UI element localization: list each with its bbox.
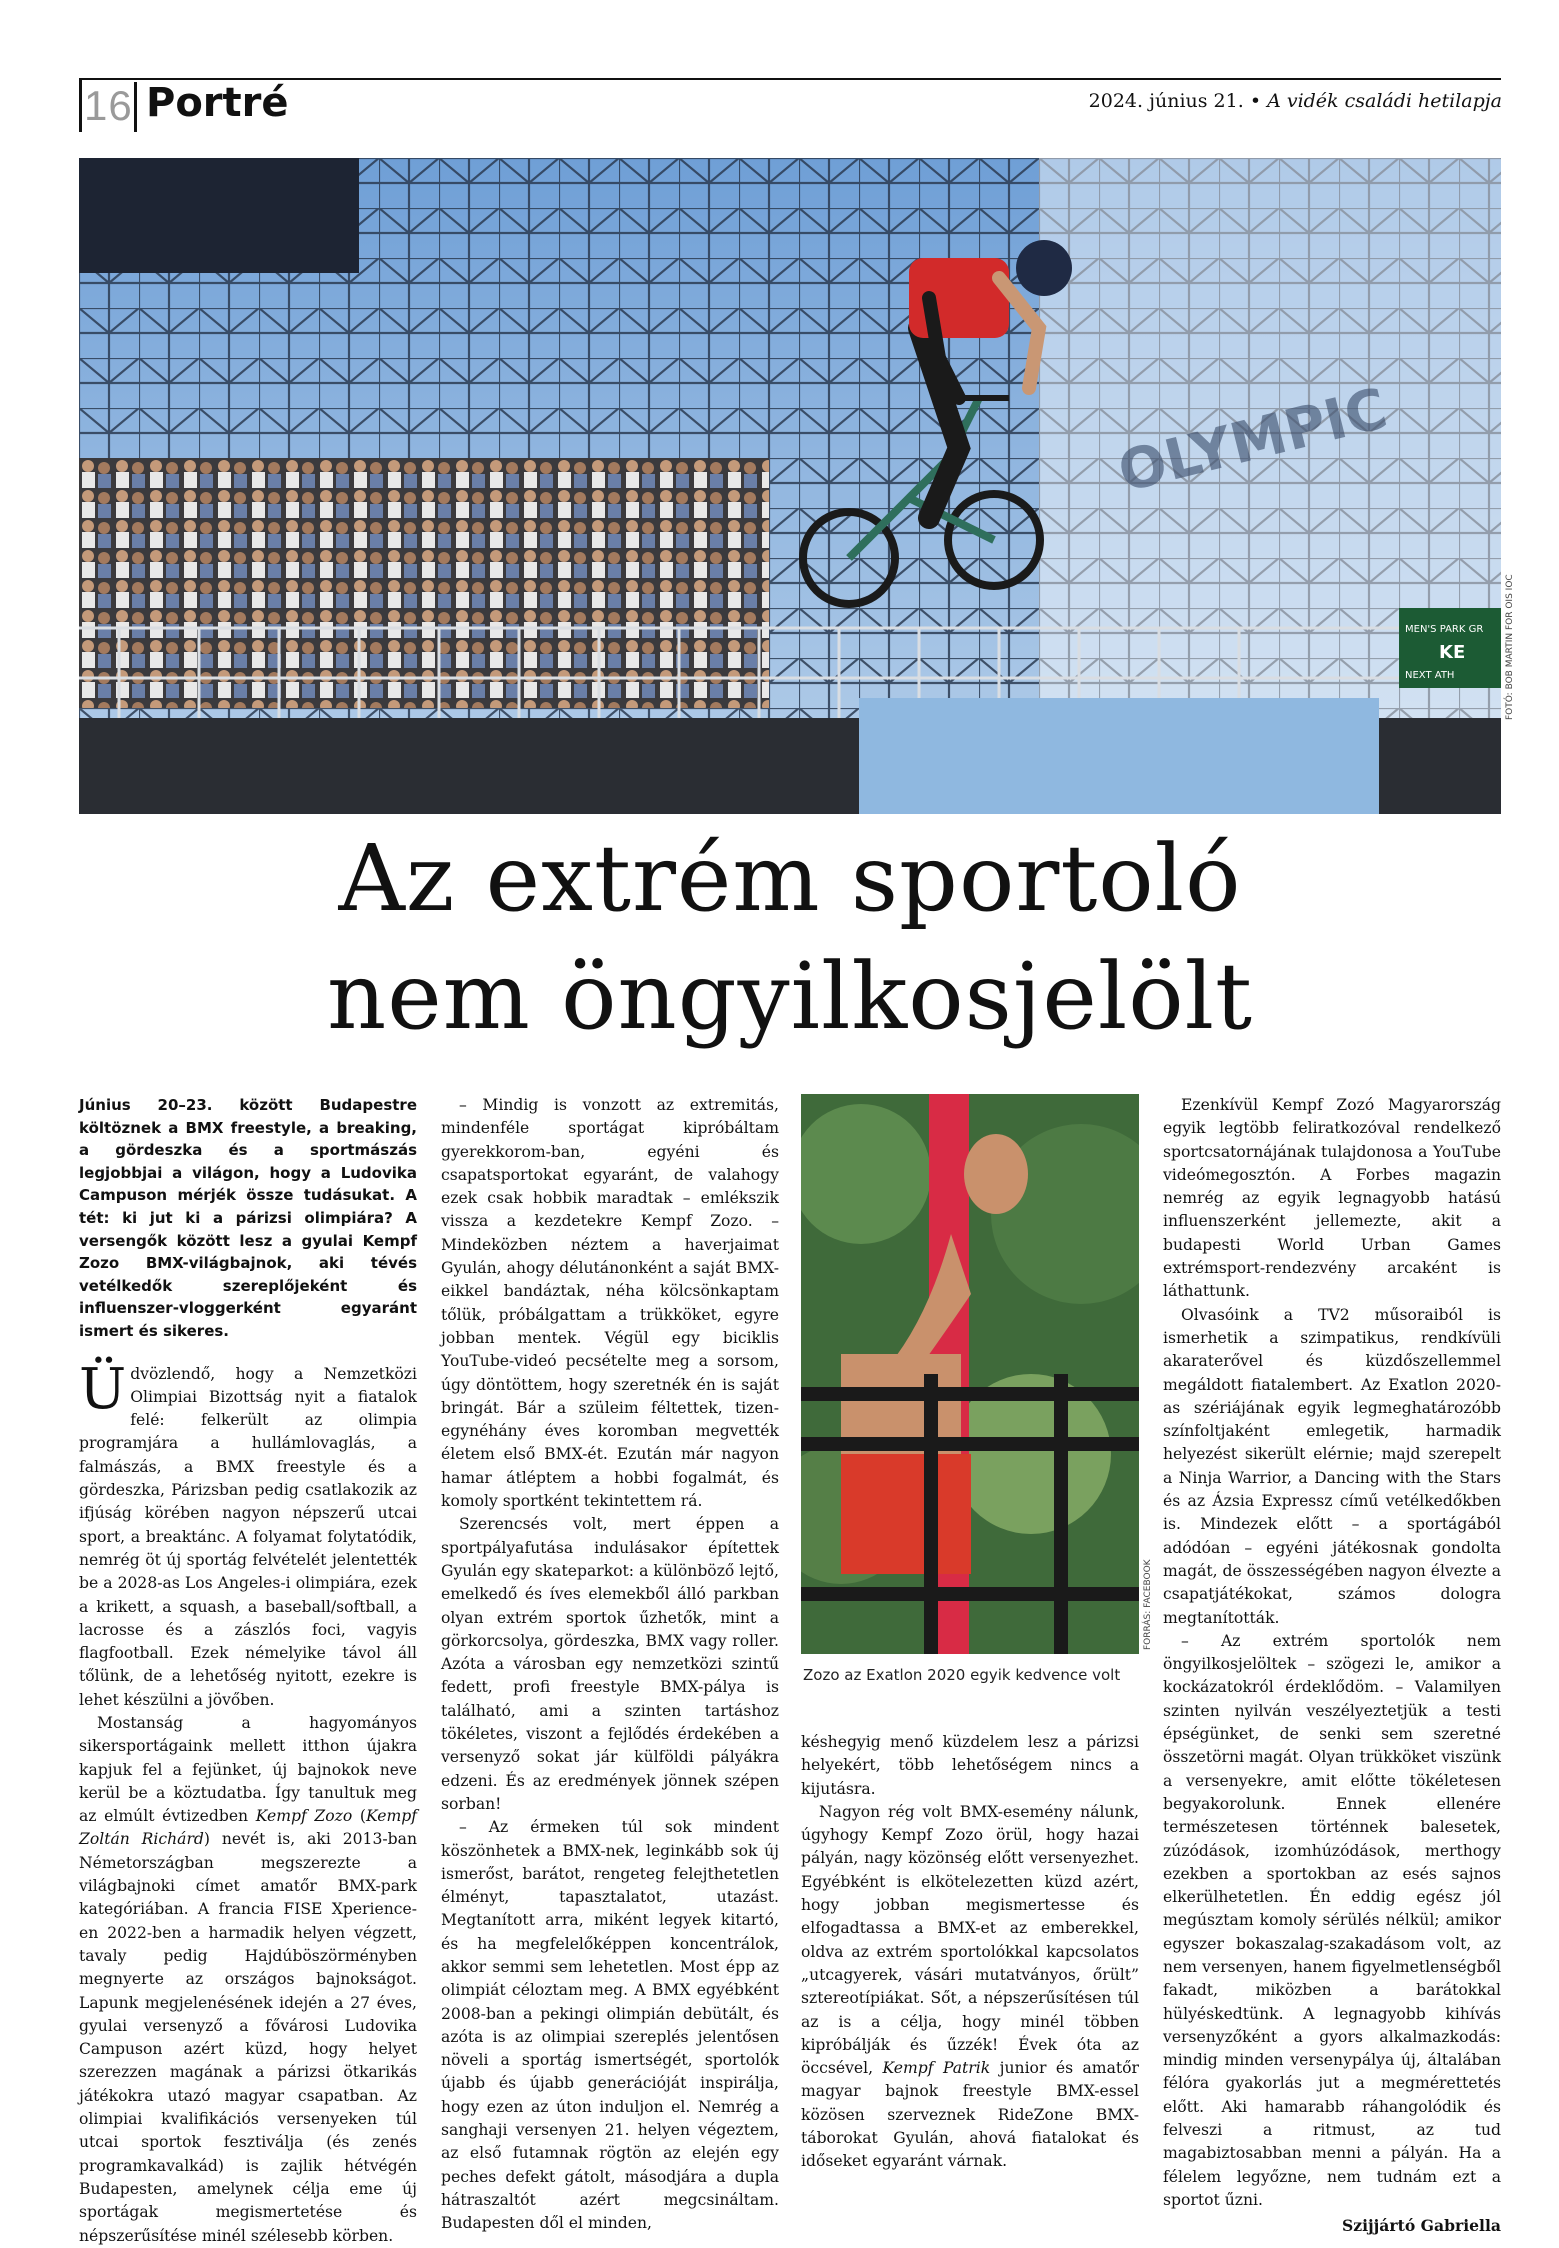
bmx-rider-photo [79, 158, 1501, 814]
hero-photo [79, 158, 1501, 814]
paragraph: Olvasóink a TV2 műsoraiból is ismerhetik a szimpatikus, rendkívüli akaraterővel és küzdőszellemmel megáldott fiatalembert. Az Exatlon 2020-as szériájának egyik legmeghatározóbb színfoltjaként emlegetik, harmadik helyezést sikerült elérnie; majd szerepelt a Ninja Warrior, a Dancing with the Stars és az Ázsia Expressz című vetélkedőkben is. Mindezek előtt – a sportágából adódóan – egyéni játékosnak gondolta magát, de összességében nagyon élvezte a csapatjátékokat, számos dologra megtanították. [1163, 1305, 1501, 1627]
person-name: Kempf Zozo [255, 1807, 353, 1826]
scoreboard-text-3: NEXT ATH [1405, 670, 1455, 681]
athlete-photo [801, 1094, 1139, 1654]
headline-line-1: Az extrém sportoló [338, 825, 1242, 932]
paragraph: – Az érmeken túl sok mindent köszönhetek a BMX-nek, leginkább sok új ismerőst, barátot, rengeteg felejthetetlen élményt, tapasztalatot, utazást. Megtanított arra, miként legyek kitartó, és ha megfelelőképpen koncentrálok, akkor semmi sem lehetetlen. Most épp az olimpiát céloztam meg. A BMX egyébként 2008-ban a pekingi olimpián debütált, és azóta is az olimpiai szereplés jelentősen növeli a sportág ismertségét, sportolók újabb és újabb generációját inspirálja, hogy ezen az úton induljon el. Nemrég a sanghaji versenyen 21. helyen végeztem, az első futamnak rögtön az elején egy peches defekt gátolt, másodjára a dupla hátraszaltót azért megcsináltam. Budapesten dől el minden, [441, 1818, 779, 2233]
header-left-bar [79, 78, 82, 132]
person-name: Kempf Patrik [882, 2059, 991, 2078]
headline [79, 820, 1501, 1056]
page-number: 16 [84, 82, 133, 129]
scoreboard-text-1: MEN'S PARK GR [1405, 624, 1484, 635]
header-rule [79, 78, 1501, 80]
headline-line-2: nem öngyilkosjelölt [326, 943, 1254, 1050]
header-dateline [1089, 90, 1502, 112]
paragraph: Nagyon rég volt BMX-esemény nálunk, úgyhogy Kempf Zozo örül, hogy hazai pályán, nagy közönség előtt versenyezhet. Egyébként is elkötelezetten küzd azért, hogy jobban megismertesse és elfogadtassa a BMX-et az emberekkel, oldva az extrém sportolókkal kapcsolatos „utcagyerek, vásári mutatványos, őrült” sztereotípiákat. Sőt, a népszerűsítésen túl az is a célja, hogy minél többen kipróbálják és űzzék! Évek óta az öccsével, Kempf Patrik junior és amatőr magyar bajnok freestyle BMX-essel közösen szerveznek RideZone BMX-táborokat Gyulán, ahová fiatalokat és időseket egyaránt várnak. [801, 1802, 1139, 2171]
photo2-credit: FORRÁS: FACEBOOK [1143, 1559, 1153, 1650]
paragraph: – Mindig is vonzott az extremitás, mindenféle sportágat kipróbáltam gyerekkorom-ban, egyéni és csapatsportokat egyaránt, de valahogy ezek csak hobbik maradtak – emlékszik vissza a kezdetekre Kempf Zozo. – Mindeközben néztem a haverjaimat Gyulán, ahogy délutánonként a saját BMX-eikkel bandáztak, néha kölcsönkaptam tőlük, próbálgattam a trükköket, egyre jobban mentek. Végül egy biciklis YouTube-videó pecsételte meg a sorsom, úgy döntöttem, hogy szeretnék én is saját bringát. Bár a szüleim féltettek, tizen-egynéhány éves koromban megvették életem első BMX-ét. Ezután már nagyon hamar átléptem a hobbi fogalmát, és komoly sportként tekintettem rá. [441, 1096, 779, 1511]
paragraph: Szerencsés volt, mert éppen a sportpályafutása indulásakor építettek Gyulán egy skateparkot: a különböző lejtő, emelkedő és íves elemekből álló parkban olyan extrém sportok űzhetők, mint a görkorcsolya, gördeszka, BMX vagy roller. Azóta a városban egy nemzetközi szintű fedett, profi freestyle BMX-pálya is található, ami a szinten tartáshoz tökéletes, viszont a fejlődés érdekében a versenyző sokat jár külföldi pályákra edzeni. És az eredmények jönnek szépen sorban! [441, 1515, 779, 1813]
paragraph: Ezenkívül Kempf Zozó Magyarország egyik legtöbb feliratkozóval rendelkező sportcsatornájának tulajdonosa a YouTube videómegosztón. A Forbes magazin nemrég az egyik legnagyobb hatású influenszerként jellemezte, akit a budapesti World Urban Games extrémsport-rendezvény arcaként is láthattunk. [1163, 1096, 1501, 1301]
section-title: Portré [146, 80, 289, 126]
issue-date: 2024. június 21. • [1088, 90, 1262, 112]
inset-photo [801, 1094, 1139, 1654]
photo-caption: Zozo az Exatlon 2020 egyik kedvence volt [803, 1666, 1121, 1684]
article-column-4 [1163, 1094, 1501, 2238]
article-column-3 [801, 1731, 1139, 2174]
publication-name: A vidék családi hetilapja [1267, 90, 1502, 112]
dropcap: Ü [79, 1356, 127, 1422]
paragraph: Mostanság a hagyományos sikersportágaink mellett itthon újakra kapjuk fel a fejünket, új bajnokok neve kerül be a köztudatba. Így tanultuk meg az elmúlt évtizedben Kempf Zozo (Kempf Zoltán Richárd) nevét is, aki 2013-ban Németországban megszerezte a világbajnoki címet amatőr BMX-park kategóriában. A francia FISE Xperience-en 2022-ben a harmadik helyen végzett, tavaly pedig Hajdúböszörményben megnyerte az országos bajnokságot. Lapunk megjelenésének idején a 27 éves, gyulai versenyző a fővárosi Ludovika Campuson azért küzd, hogy helyet szerezzen magának a párizsi ötkarikás játékokra utazó magyar csapatban. Az olimpiai kvalifikációs versenyeken túl utcai sportok fesztiválja (és zenés programkavalkád) is zajlik hétvégén Budapesten, amelynek célja eme új sportágak megismertetése és népszerűsítése minél szélesebb körben. [79, 1713, 417, 2245]
author-signature: Szijjártó Gabriella [1341, 2216, 1501, 2236]
person-name: Kempf Zoltán Richárd [79, 1807, 417, 1849]
article-column-1 [79, 1094, 417, 2248]
paragraph: – Az extrém sportolók nem öngyilkosjelöltek – szögezi le, amikor a kockázatokról érdeklődöm. – Valamilyen szinten nyilván veszélyeztetjük a testi épségünket, de senki sem szeretné összetörni magát. Olyan trükköket viszünk a versenyekre, amit előtte tökéletesen begyakorolunk. Ennek ellenére természetesen történnek balesetek, zúzódások, izomhúzódások, merthogy ezekben a sportokban az esés sajnos elkerülhetetlen. Én eddig egész jól megúsztam komoly sérülés nélkül; amikor egyszer bokaszalag-szakadásom volt, az nem versenyen, hanem figyelmetlenségből fakadt, miközben a barátokkal hülyéskedtünk. A legnagyobb kihívás versenyzőként a gyors alkalmazkodás: mindig minden versenypálya új, általában félóra gyakorlás jut a megmérettetés előtt. Aki hamarabb ráhangolódik és felveszi a ritmust, az tud magabiztosabban menni a pályán. Ha a félelem legyőzne, nem tudnám ezt a sportot űzni. [1163, 1631, 1501, 2209]
banner-text: OLYMPIC [1112, 376, 1394, 506]
paragraph: Üdvözlendő, hogy a Nemzetközi Olimpiai Bizottság nyit a fiatalok felé: felkerült az olimpia programjára a hullámlovaglás, a falmászás, a BMX freestyle és a gördeszka, Párizsban pedig csatlakozik az ifjúság körében nagyon népszerű utcai sport, a breaktánc. A folyamat folytatódik, nemrég öt új sportág felvételét jelentették be a 2028-as Los Angeles-i olimpiára, ezek a krikett, a squash, a baseball/softball, a lacrosse és a zászlós foci, vagyis flagfootball. Ezek némelyike távol áll tőlünk, de a lehetőség nyitott, ezekre is lehet készülni a jövőben. [79, 1356, 417, 1709]
article-column-2 [441, 1094, 779, 2236]
photo-credit: FOTÓ: BOB MARTIN FOR OIS IOC [1505, 574, 1515, 720]
lead-paragraph: Június 20–23. között Budapestre költöznek a BMX freestyle, a breaking, a gördeszka és a sportmászás legjobbjai a világon, hogy a Ludovika Campuson mérjék össze tudásukat. A tét: ki jut ki a párizsi olimpiára? A versengők között lesz a gyulai Kempf Zozo BMX-világbajnok, aki tévés vetélkedők szereplőjeként és influenszer-vloggerként egyaránt ismert és sikeres. [79, 1096, 417, 1340]
header-divider [134, 82, 137, 132]
scoreboard-text-2: KE [1439, 642, 1466, 663]
paragraph: késhegyig menő küzdelem lesz a párizsi helyekért, több lehetőségem nincs a kijutásra. [801, 1733, 1139, 1798]
